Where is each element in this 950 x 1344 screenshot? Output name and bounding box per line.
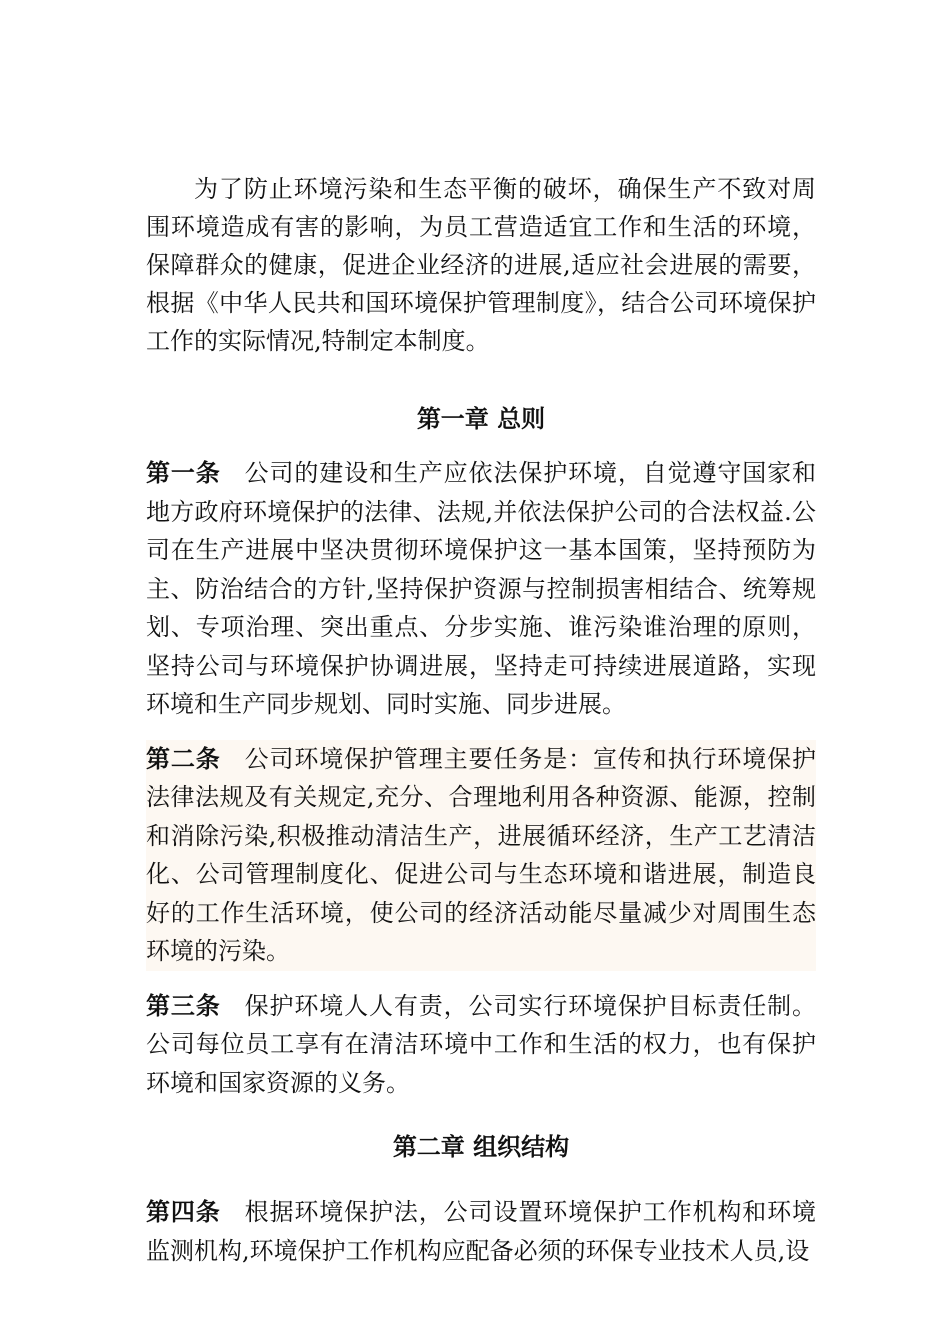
article-3 xyxy=(146,987,816,1103)
article-number: 第一条 xyxy=(146,459,221,487)
article-number: 第三条 xyxy=(146,991,221,1020)
article-text: 保护环境人人有责，公司实行环境保护目标责任制。公司每位员工享有在清洁环境中工作和生活的权力，也有保护环境和国家资源的义务。 xyxy=(146,991,816,1097)
chapter-title-1: 第一章 总则 xyxy=(416,405,546,433)
article-text: 根据环境保护法，公司设置环境保护工作机构和环境监测机构,环境保护工作机构应配备必须的环保专业技术人员,设 xyxy=(146,1198,816,1265)
article-number: 第四条 xyxy=(146,1198,221,1226)
article-number: 第二条 xyxy=(146,744,221,773)
article-2 xyxy=(146,740,816,971)
article-text: 公司的建设和生产应依法保护环境，自觉遵守国家和地方政府环境保护的法律、法规,并依法保护公司的合法权益.公司在生产进展中坚决贯彻环境保护这一基本国策，坚持预防为主、防治结合的方针,坚持保护资源与控制损害相结合、统筹规划、专项治理、突出重点、分步实施、谁污染谁治理的原则，坚持公司与环境保护协调进展，坚持走可持续进展道路，实现环境和生产同步规划、同时实施、同步进展。 xyxy=(146,459,816,718)
document-page xyxy=(146,170,816,1286)
article-text: 公司环境保护管理主要任务是：宣传和执行环境保护法律法规及有关规定,充分、合理地利用各种资源、能源，控制和消除污染,积极推动清洁生产，进展循环经济，生产工艺清洁化、公司管理制度化、促进公司与生态环境和谐进展，制造良好的工作生活环境，使公司的经济活动能尽量减少对周围生态环境的污染。 xyxy=(146,744,816,965)
article-4 xyxy=(146,1193,816,1270)
chapter-title-2: 第二章 组织结构 xyxy=(392,1133,570,1161)
article-1 xyxy=(146,454,816,724)
intro-paragraph: 为了防止环境污染和生态平衡的破坏，确保生产不致对周围环境造成有害的影响，为员工营造适宜工作和生活的环境，保障群众的健康，促进企业经济的进展,适应社会进展的需要，根据《中华人民共和国环境保护管理制度》，结合公司环境保护工作的实际情况,特制定本制度。 xyxy=(146,175,816,355)
